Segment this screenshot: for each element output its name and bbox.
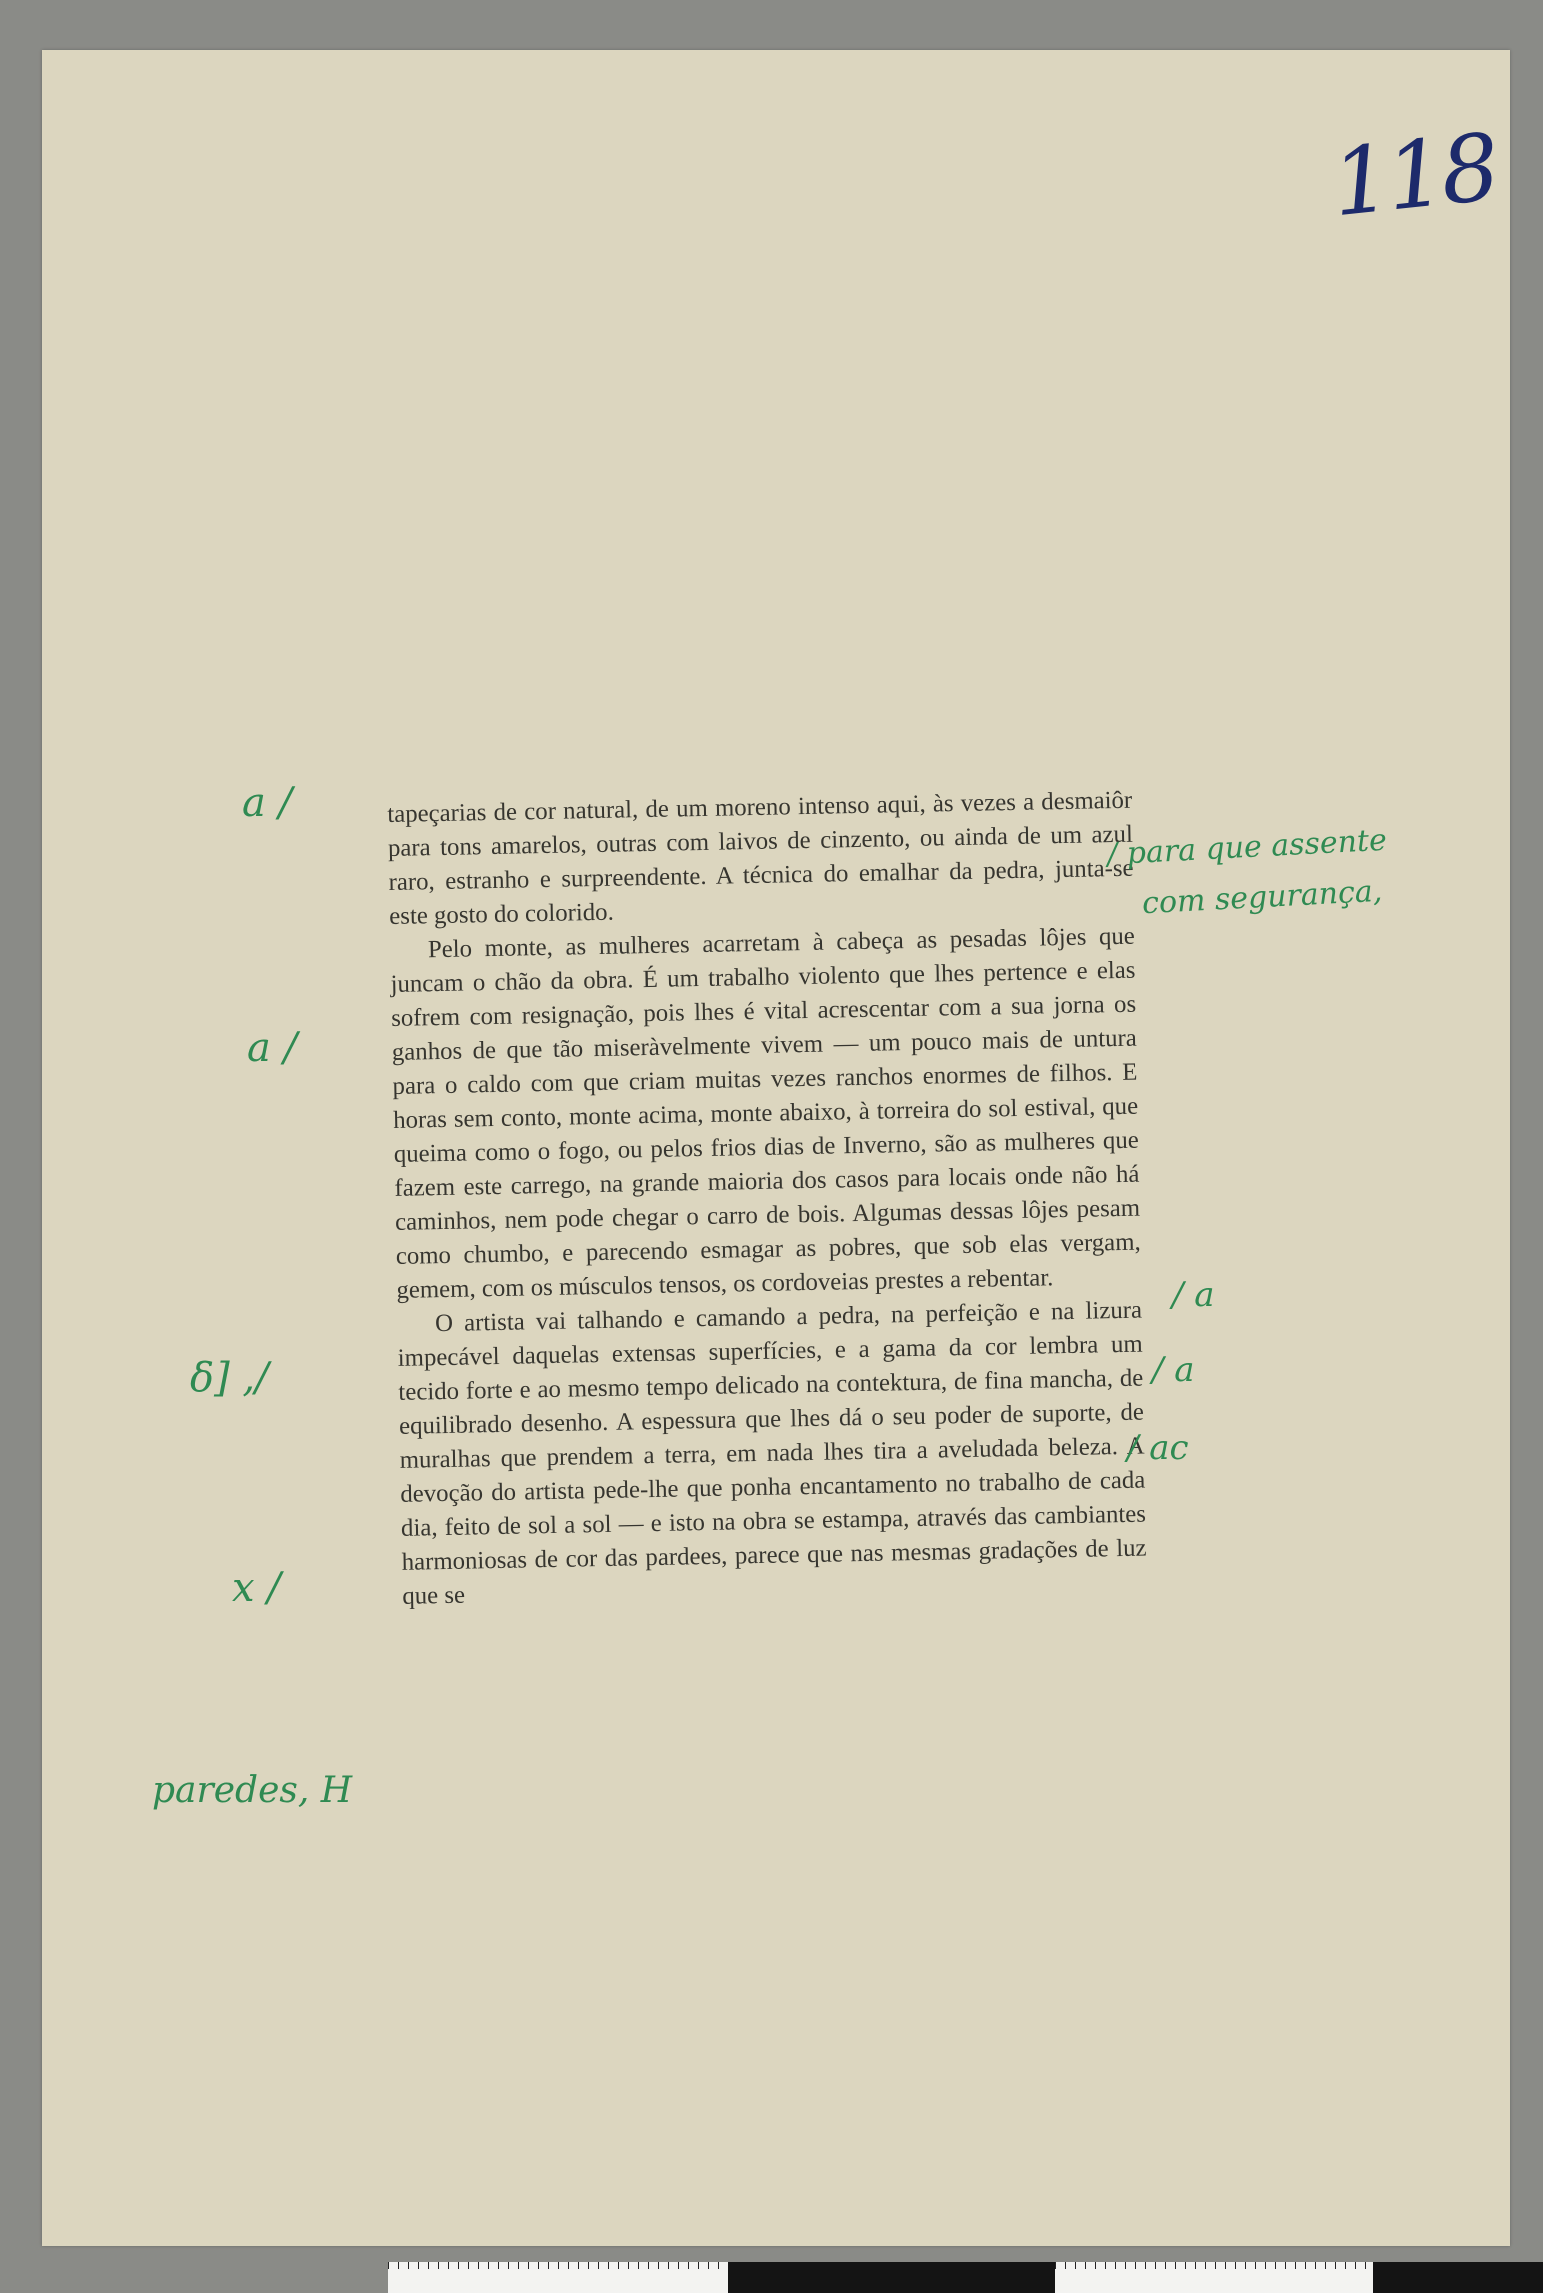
margin-note-right-5: / ac	[1127, 1428, 1189, 1468]
ruler-segment-white	[1055, 2262, 1373, 2293]
margin-note-left-1: a /	[242, 780, 293, 826]
margin-note-right-2: com segurança,	[1141, 873, 1384, 922]
paragraph-2: Pelo monte, as mulheres acarretam à cabeça as pesadas lôjes que juncam o chão da obra. É um trabalho violento que lhes pertence e elas sofrem com resignação, pois lhes é vital acrescentar com a sua jorna os ganhos de que tão miseràvelmente vivem — um pouco mais de untura para o caldo com que criam muitas vezes ranchos enormes de filhos. E horas sem conto, monte acima, monte abaixo, à torreira do sol estival, que queima como o fogo, ou pelos frios dias de Inverno, são as mulheres que fazem este carrego, na grande maioria dos casos para locais onde não há caminhos, nem pode chegar o carro de bois. Algumas dessas lôjes pesam como chumbo, e parecendo esmagar as pobres, que sob elas vergam, gemem, com os músculos tensos, os cordoveias prestes a rebentar.	[390, 922, 1141, 1304]
margin-note-left-3: δ] ,/	[190, 1355, 269, 1401]
document-page	[42, 50, 1510, 2246]
paragraph-3: O artista vai talhando e camando a pedra, na perfeição e na lizura impecável daquelas extensas superfícies, e a gama da cor lembra um tecido forte e ao mesmo tempo delicado na contektura, de fina mancha, de equilibrado desenho. A espessura que lhes dá o seu poder de suporte, de muralhas que prendem a terra, em nada lhes tira a aveludada beleza. A devoção do artista pede-lhe que ponha encantamento no trabalho de cada dia, feito de sol a sol — e isto na obra se estampa, através das cambiantes harmoniosas de cor das pardees, parece que nas mesmas gradações de luz que se	[397, 1296, 1147, 1610]
margin-note-left-4: x /	[232, 1565, 281, 1611]
margin-note-left-2: a /	[247, 1025, 298, 1071]
scale-ruler	[388, 2262, 1543, 2293]
ruler-segment-black	[728, 2262, 1055, 2293]
paragraph-1: tapeçarias de cor natural, de um moreno intenso aqui, às vezes a desmaiôr para tons amarelos, outras com laivos de cinzento, ou ainda de um azul raro, estranho e surpreendente. A técnica do emalhar da pedra, junta-se este gosto do colorido.	[387, 786, 1134, 930]
margin-note-left-5: paredes, H	[152, 1770, 353, 1811]
ruler-segment-white	[388, 2262, 728, 2293]
body-text	[387, 784, 1148, 1614]
page-number: 118	[1326, 113, 1501, 238]
ruler-segment-black	[1373, 2262, 1543, 2293]
margin-note-right-1: / para que assente	[1106, 822, 1388, 873]
margin-note-right-4: / a	[1152, 1350, 1195, 1390]
margin-note-right-3: / a	[1172, 1275, 1215, 1315]
